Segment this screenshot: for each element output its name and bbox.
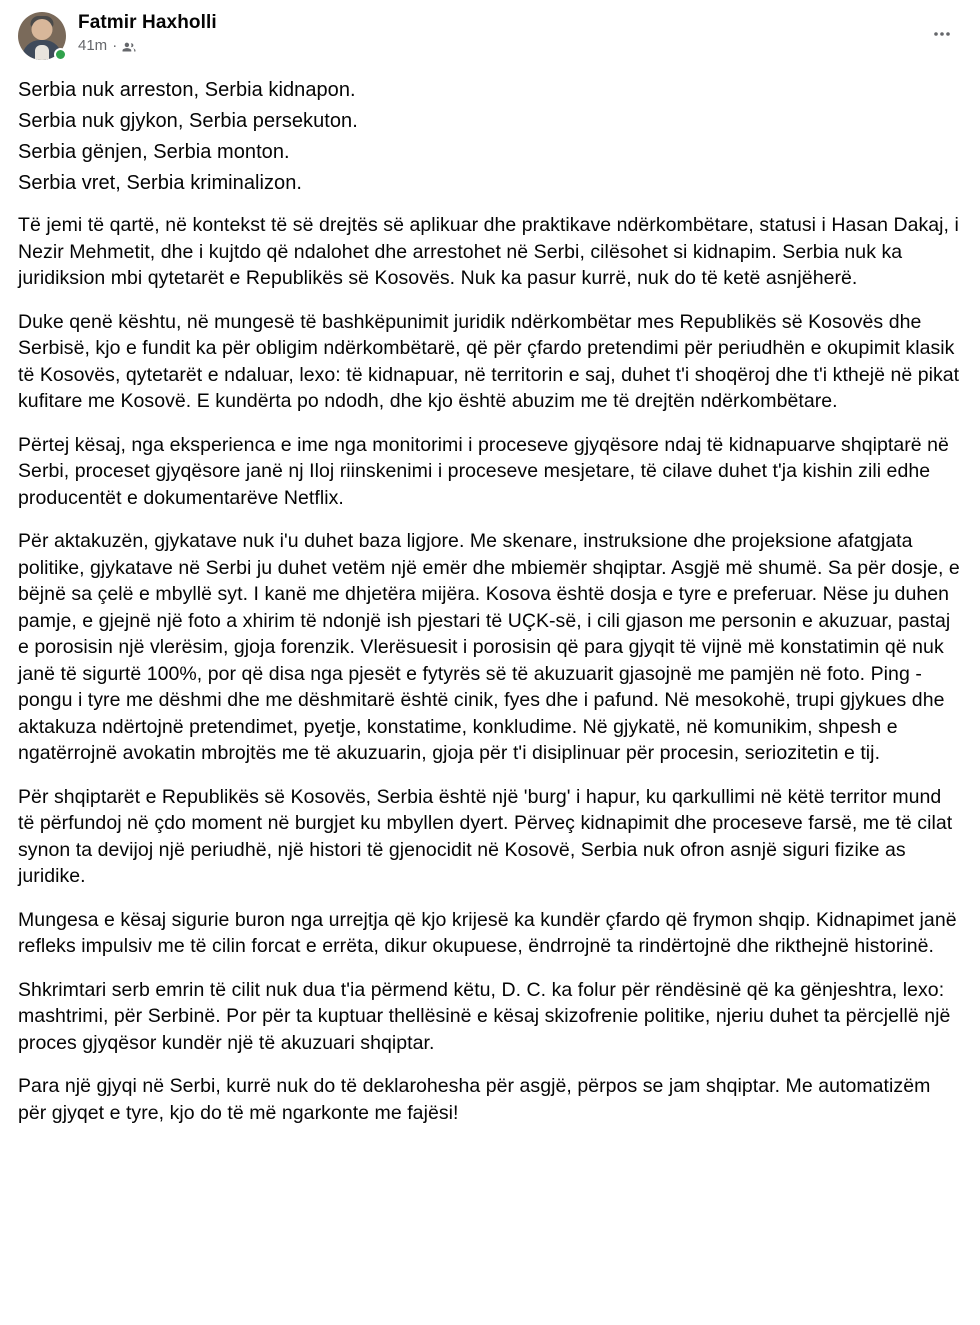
friends-icon[interactable] [122, 40, 136, 54]
avatar-face [32, 19, 53, 40]
avatar[interactable] [18, 12, 66, 60]
post-paragraph: Mungesa e kësaj sigurie buron nga urrejtja që kjo krijesë ka kundër çfardo që frymon shqip. Kidnapimet janë refleks impulsiv me të cilin forcat e errëta, dikur okupuese, ëndrrojnë ta rindërtojnë dhe rikthejnë historinë. [18, 908, 957, 957]
more-options-icon[interactable] [924, 16, 960, 52]
post-lead-line: Serbia nuk gjykon, Serbia persekuton. [18, 110, 358, 132]
post-header-text [78, 10, 217, 55]
author-name[interactable]: Fatmir Haxholli [78, 12, 217, 33]
post-paragraph: Përtej kësaj, nga eksperienca e ime nga monitorimi i proceseve gjyqësore ndaj të kidnapuarve shqiptarë në Serbi, proceset gjyqësore janë nj Iloj riinskenimi i proceseve mesjetare, të cilave duhet t'ja kishin zili edhe producentët e dokumentarëve Netflix. [18, 433, 949, 509]
post-body [18, 76, 962, 1126]
post-lead-line: Serbia gënjen, Serbia monton. [18, 141, 290, 163]
post-lead-lines [18, 76, 962, 198]
post-paragraph: Për shqiptarët e Republikës së Kosovës, Serbia është një 'burg' i hapur, ku qarkullimi në këtë territor mund të përfundoj në çdo moment në burgjet ku mbyllen dyert. Përveç kidnapimit dhe proceseve farsë, me të cilat synon ta devijoj një periudhë, një histori të gjenocidit në Kosovë, Serbia nuk ofron asnjë siguri fizike as juridike. [18, 785, 953, 887]
post-paragraph: Duke qenë kështu, në mungesë të bashkëpunimit juridik ndërkombëtar mes Republikës së Kosovës dhe Serbisë, kjo e fundit ka për obligim ndërkombëtarë, që për çfardo pretendimi për periudhën e okupimit klasik të Kosovës, qytetarët e ndaluar, lexo: të kidnapuar, në territorin e saj, duhet t'i shoqëroj dhe t'i kthejë në pikat kufitare me Kosovë. E kundërta po ndodh, dhe kjo është abuzim me të drejtën ndërkombëtare. [18, 310, 960, 412]
post-paragraph: Para një gjyqi në Serbi, kurrë nuk do të deklarohesha për asgjë, përpos se jam shqiptar. Me automatizëm për gjyqet e tyre, kjo do të më ngarkonte me fajësi! [18, 1075, 931, 1124]
post-lead-line: Serbia nuk arreston, Serbia kidnapon. [18, 79, 356, 101]
post-timestamp[interactable]: 41m [78, 37, 108, 54]
avatar-shirt [35, 45, 49, 60]
post-paragraph: Të jemi të qartë, në kontekst të së drejtës së aplikuar dhe praktikave ndërkombëtare, statusi i Hasan Dakaj, i Nezir Mehmetit, dhe i kujtdo që ndalohet dhe arrestohet në Serbi, cilësohet si kidnapim. Serbia nuk ka juridiksion mbi qytetarët e Republikës së Kosovës. Nuk ka pasur kurrë, nuk do të ketë asnjëherë. [18, 214, 959, 289]
post-meta [78, 37, 217, 55]
post-lead-line: Serbia vret, Serbia kriminalizon. [18, 172, 302, 194]
post-paragraph: Shkrimtari serb emrin të cilit nuk dua t'ia përmend këtu, D. C. ka folur për rëndësinë që ka gënjeshtra, lexo: mashtrimi, për Serbinë. Por për ta kuptuar thellësinë e kësaj skizofrenie politike, njeriu duhet ta përcjellë një proces gjyqësor kundër një të akuzuari shqiptar. [18, 978, 951, 1054]
post-paragraph: Për aktakuzën, gjykatave nuk i'u duhet baza ligjore. Me skenare, instruksione dhe projeksione afatgjata politike, gjykatave në Serbi ju duhet vetëm një emër dhe mbiemër shqiptar. Asgjë më shumë. Sa për dosje, e bëjnë sa çelë e mbyllë syt. I kanë me dhjetëra mijëra. Kosova është dosja e tyre e preferuar. Nëse ju duhen pamje, e gjejnë një foto a xhirim të ndonjë ish pjestari të UÇK-së, i cili gjason me personin e akuzuar, pastaj e porosisin një vlerësim, gjoja forenzik. Vlerësuesit i porosisin që para gjyqit të vijnë më konstatimin që nuk janë të sigurtë 100%, por që disa nga pjesët e fytyrës së të akuzuarit gjasojnë me pamjën në foto. Ping - pongu i tyre me dëshmi dhe me dëshmitarë është cinik, fyes dhe i pafund. Në mesokohë, trupi gjykues dhe aktakuza ndërtojnë pretendimet, pyetje, konstatime, konkludime. Në gjykatë, në komunikim, shpesh e ngatërrojnë avokatin mbrojtës me të akuzuarin, gjoja për t'i disiplinuar për procesin, seriozitetin e tij. [18, 530, 960, 764]
post-header [18, 10, 962, 64]
meta-separator: · [112, 37, 118, 54]
online-status-indicator [54, 48, 67, 61]
